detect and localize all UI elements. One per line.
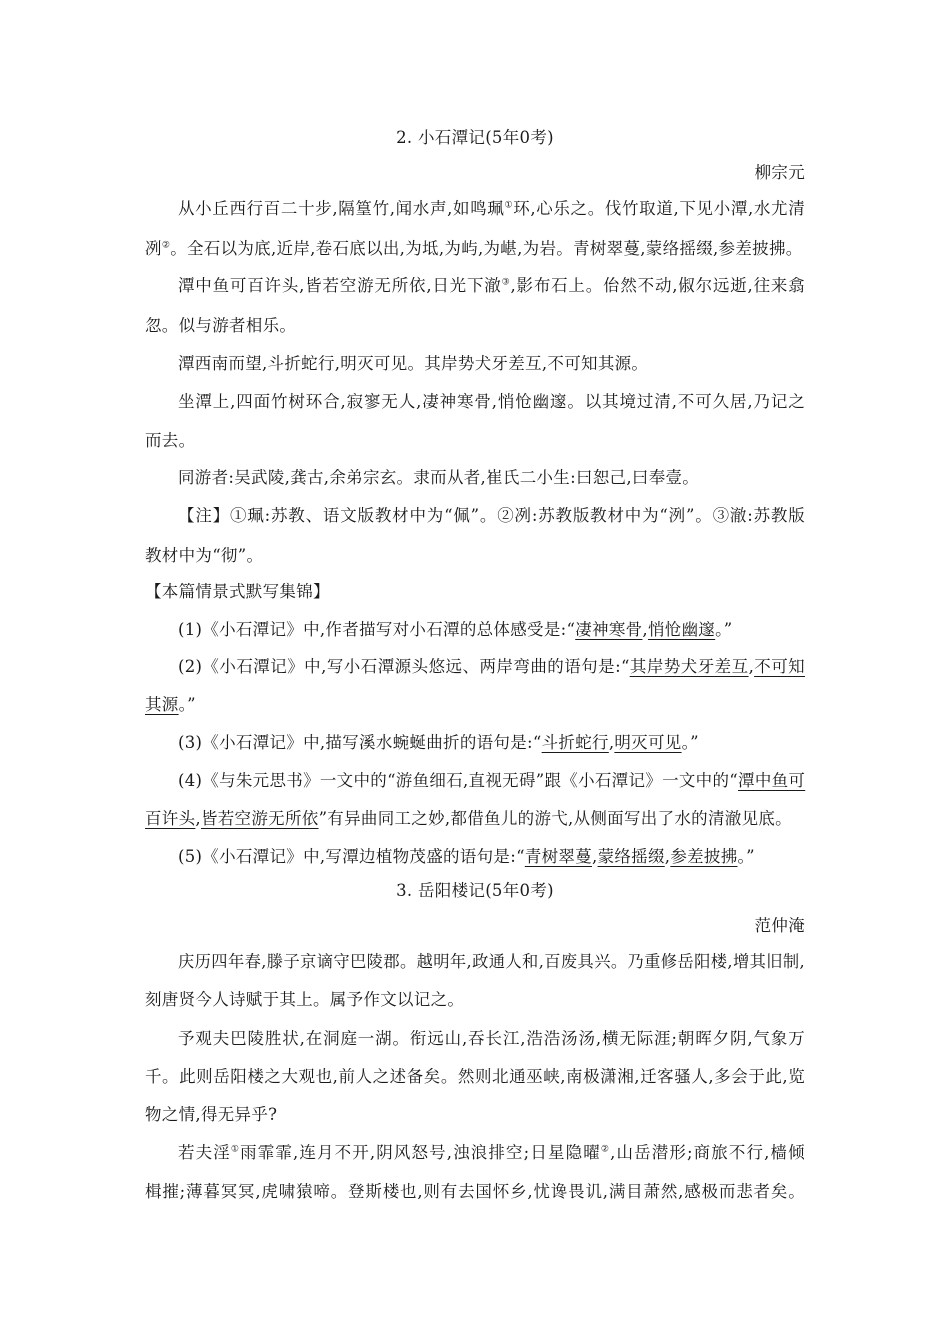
paragraph-line: 忽。似与游者相乐。 — [145, 316, 297, 335]
answer: 参差披拂 — [670, 847, 738, 866]
answer: 皆若空游无所依 — [200, 809, 319, 828]
collection-heading: 【本篇情景式默写集锦】 — [145, 582, 330, 601]
footnote-marker: ② — [161, 240, 171, 251]
annotation-note: 【注】①珮:苏教、语文版教材中为“佩”。②冽:苏教版教材中为“洌”。③澈:苏教版 — [178, 506, 805, 525]
paragraph-line: 物之情,得无异乎? — [145, 1105, 278, 1124]
answer: 凄神寒骨 — [575, 620, 643, 639]
footnote-marker: ① — [230, 1144, 241, 1155]
answer: 潭中鱼可 — [738, 771, 806, 790]
paragraph-line: 刻唐贤今人诗赋于其上。属予作文以记之。 — [145, 990, 465, 1009]
question-1: (1)《小石潭记》中,作者描写对小石潭的总体感受是:“凄神寒骨,悄怆幽邃。” — [178, 620, 733, 639]
paragraph-line: 坐潭上,四面竹树环合,寂寥无人,凄神寒骨,悄怆幽邃。以其境过清,不可久居,乃记之 — [178, 392, 805, 411]
question-4-cont: 百许头,皆若空游无所依”有异曲同工之妙,都借鱼儿的游弋,从侧面写出了水的清澈见底。 — [145, 809, 792, 828]
answer: 蒙络摇缀 — [597, 847, 665, 866]
paragraph-line: 冽②。全石以为底,近岸,卷石底以出,为坻,为屿,为嵁,为岩。青树翠蔓,蒙络摇缀,参差披拂。 — [145, 239, 803, 258]
paragraph-line: 予观夫巴陵胜状,在洞庭一湖。衔远山,吞长江,浩浩汤汤,横无际涯;朝晖夕阴,气象万 — [178, 1029, 805, 1048]
author-liuzongyuan: 柳宗元 — [754, 163, 805, 182]
paragraph-line: 同游者:吴武陵,龚古,余弟宗玄。隶而从者,崔氏二小生:曰恕己,曰奉壹。 — [178, 468, 700, 487]
footnote-marker: ② — [600, 1144, 611, 1155]
paragraph-line: 潭西南而望,斗折蛇行,明灭可见。其岸势犬牙差互,不可知其源。 — [178, 354, 649, 373]
footnote-marker: ① — [504, 200, 514, 211]
section-title-xiaoshitanji: 2. 小石潭记(5年0考) — [396, 128, 554, 147]
paragraph-line: 若夫淫①雨霏霏,连月不开,阴风怒号,浊浪排空;日星隐曜②,山岳潜形;商旅不行,樯倾 — [178, 1143, 805, 1162]
answer: 百许头 — [145, 809, 196, 828]
author-fanzhongyan: 范仲淹 — [754, 916, 805, 935]
answer: 不可知 — [754, 657, 805, 676]
question-2: (2)《小石潭记》中,写小石潭源头悠远、两岸弯曲的语句是:“其岸势犬牙差互,不可知 — [178, 657, 805, 676]
answer: 明灭可见 — [614, 733, 682, 752]
question-5: (5)《小石潭记》中,写潭边植物茂盛的语句是:“青树翠蔓,蒙络摇缀,参差披拂。” — [178, 847, 755, 866]
section-title-yueyanglouji: 3. 岳阳楼记(5年0考) — [396, 881, 554, 900]
answer: 悄怆幽邃 — [647, 620, 716, 639]
answer: 其岸势犬牙差互 — [629, 657, 749, 676]
annotation-note: 教材中为“彻”。 — [145, 546, 264, 565]
question-3: (3)《小石潭记》中,描写溪水蜿蜒曲折的语句是:“斗折蛇行,明灭可见。” — [178, 733, 699, 752]
footnote-marker: ③ — [501, 277, 511, 288]
paragraph-line: 千。此则岳阳楼之大观也,前人之述备矣。然则北通巫峡,南极潇湘,迁客骚人,多会于此,览 — [145, 1067, 805, 1086]
paragraph-line: 而去。 — [145, 431, 196, 450]
question-2-cont: 其源。” — [145, 695, 196, 714]
answer: 斗折蛇行 — [541, 733, 609, 752]
answer: 其源 — [145, 695, 179, 714]
answer: 青树翠蔓 — [524, 847, 593, 866]
paragraph-line: 潭中鱼可百许头,皆若空游无所依,日光下澈③,影布石上。佁然不动,俶尔远逝,往来翕 — [178, 276, 805, 295]
paragraph-line: 楫摧;薄暮冥冥,虎啸猿啼。登斯楼也,则有去国怀乡,忧谗畏讥,满目萧然,感极而悲者矣。 — [145, 1182, 805, 1201]
paragraph-line: 庆历四年春,滕子京谪守巴陵郡。越明年,政通人和,百废具兴。乃重修岳阳楼,增其旧制, — [178, 952, 805, 971]
question-4: (4)《与朱元思书》一文中的“游鱼细石,直视无碍”跟《小石潭记》一文中的“潭中鱼可 — [178, 771, 806, 790]
paragraph-line: 从小丘西行百二十步,隔篁竹,闻水声,如鸣珮①环,心乐之。伐竹取道,下见小潭,水尤清 — [178, 199, 806, 218]
